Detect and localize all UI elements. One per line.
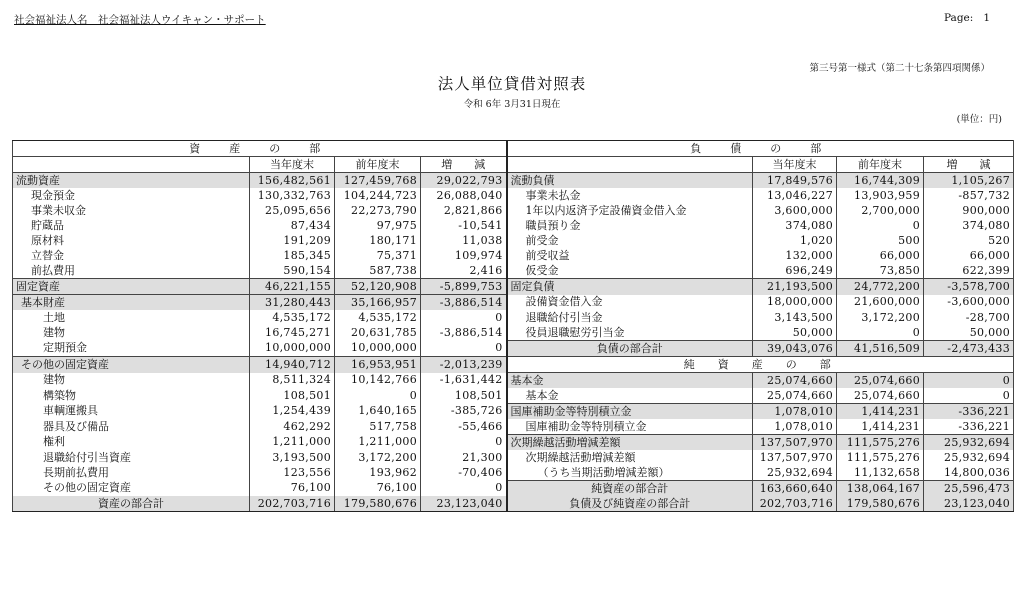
table-row bbox=[13, 341, 1014, 357]
asset-change: -10,541 bbox=[421, 218, 507, 233]
as-of-date: 令和 6年 3月31日現在 bbox=[463, 99, 561, 110]
liability-previous: 0 bbox=[837, 218, 924, 233]
liability-label: 基本金 bbox=[507, 373, 753, 389]
page-value: 1 bbox=[983, 12, 990, 24]
asset-previous: 587,738 bbox=[335, 263, 421, 279]
table-row bbox=[13, 450, 1014, 465]
unit-label: (単位：円) bbox=[956, 114, 1002, 125]
asset-current: 123,556 bbox=[250, 465, 335, 481]
table-row bbox=[13, 419, 1014, 435]
table-row bbox=[13, 263, 1014, 279]
asset-previous: 10,000,000 bbox=[335, 341, 421, 357]
asset-change: 21,300 bbox=[421, 450, 507, 465]
asset-change: -2,013,239 bbox=[421, 357, 507, 373]
asset-previous: 22,273,790 bbox=[335, 203, 421, 218]
liability-label: 次期繰越活動増減差額 bbox=[507, 450, 753, 465]
asset-current: 462,292 bbox=[250, 419, 335, 435]
liability-change: 14,800,036 bbox=[924, 465, 1014, 481]
liability-current: 13,046,227 bbox=[753, 188, 837, 203]
liability-label: 基本金 bbox=[507, 388, 753, 404]
asset-change: -70,406 bbox=[421, 465, 507, 481]
liability-change: 25,932,694 bbox=[924, 450, 1014, 465]
asset-change: -385,726 bbox=[421, 404, 507, 420]
liability-change: 1,105,267 bbox=[924, 173, 1014, 189]
table-row bbox=[13, 173, 1014, 189]
liability-previous: 25,074,660 bbox=[837, 373, 924, 389]
liability-label: 職員預り金 bbox=[507, 218, 753, 233]
asset-label: 立替金 bbox=[13, 248, 250, 263]
liability-change: 520 bbox=[924, 233, 1014, 248]
asset-previous: 20,631,785 bbox=[335, 325, 421, 341]
asset-previous: 193,962 bbox=[335, 465, 421, 481]
col-change-liab: 増 減 bbox=[924, 157, 1014, 173]
asset-current: 31,280,443 bbox=[250, 295, 335, 311]
asset-current: 10,000,000 bbox=[250, 341, 335, 357]
liability-previous: 2,700,000 bbox=[837, 203, 924, 218]
asset-current: 191,209 bbox=[250, 233, 335, 248]
asset-current: 25,095,656 bbox=[250, 203, 335, 218]
asset-label: 車輌運搬具 bbox=[13, 404, 250, 420]
liability-change: -3,600,000 bbox=[924, 295, 1014, 311]
liability-label: 1年以内返済予定設備資金借入金 bbox=[507, 203, 753, 218]
asset-change: -5,899,753 bbox=[421, 279, 507, 295]
liability-change: 0 bbox=[924, 388, 1014, 404]
liability-label: 前受収益 bbox=[507, 248, 753, 263]
asset-previous: 97,975 bbox=[335, 218, 421, 233]
asset-previous: 4,535,172 bbox=[335, 310, 421, 325]
liability-previous: 3,172,200 bbox=[837, 310, 924, 325]
asset-label: 権利 bbox=[13, 435, 250, 451]
table-row bbox=[13, 465, 1014, 481]
liability-previous: 111,575,276 bbox=[837, 435, 924, 451]
asset-label: 構築物 bbox=[13, 388, 250, 404]
asset-change: 29,022,793 bbox=[421, 173, 507, 189]
liability-change: -3,578,700 bbox=[924, 279, 1014, 295]
liability-previous: 0 bbox=[837, 325, 924, 341]
asset-change: 108,501 bbox=[421, 388, 507, 404]
asset-current: 3,193,500 bbox=[250, 450, 335, 465]
asset-label: 土地 bbox=[13, 310, 250, 325]
liabilities-section-title: 負 債 の 部 bbox=[507, 141, 1014, 157]
asset-previous: 127,459,768 bbox=[335, 173, 421, 189]
asset-change: -1,631,442 bbox=[421, 373, 507, 389]
liability-current: 1,020 bbox=[753, 233, 837, 248]
asset-label: その他の固定資産 bbox=[13, 357, 250, 373]
asset-previous: 76,100 bbox=[335, 481, 421, 497]
asset-previous: 104,244,723 bbox=[335, 188, 421, 203]
liability-change: -857,732 bbox=[924, 188, 1014, 203]
col-previous-assets: 前年度末 bbox=[335, 157, 421, 173]
liability-previous: 66,000 bbox=[837, 248, 924, 263]
column-header-row bbox=[13, 157, 1014, 173]
col-current-assets: 当年度末 bbox=[250, 157, 335, 173]
liability-current: 25,074,660 bbox=[753, 388, 837, 404]
liability-current: 202,703,716 bbox=[753, 496, 837, 512]
liability-current: 163,660,640 bbox=[753, 481, 837, 497]
asset-change: 23,123,040 bbox=[421, 496, 507, 512]
asset-current: 8,511,324 bbox=[250, 373, 335, 389]
asset-change: 2,821,866 bbox=[421, 203, 507, 218]
col-change-assets: 増 減 bbox=[421, 157, 507, 173]
table-row bbox=[13, 325, 1014, 341]
asset-previous: 10,142,766 bbox=[335, 373, 421, 389]
liability-previous: 73,850 bbox=[837, 263, 924, 279]
liability-current: 3,600,000 bbox=[753, 203, 837, 218]
asset-previous: 3,172,200 bbox=[335, 450, 421, 465]
table-row bbox=[13, 248, 1014, 263]
asset-label: 定期預金 bbox=[13, 341, 250, 357]
asset-label: 資産の部合計 bbox=[13, 496, 250, 512]
asset-label: 建物 bbox=[13, 373, 250, 389]
asset-label: 長期前払費用 bbox=[13, 465, 250, 481]
table-row bbox=[13, 310, 1014, 325]
liability-label: （うち当期活動増減差額） bbox=[507, 465, 753, 481]
asset-change: 11,038 bbox=[421, 233, 507, 248]
balance-sheet-table bbox=[12, 140, 1014, 512]
asset-current: 202,703,716 bbox=[250, 496, 335, 512]
liability-label: 純資産の部合計 bbox=[507, 481, 753, 497]
asset-current: 1,211,000 bbox=[250, 435, 335, 451]
asset-current: 76,100 bbox=[250, 481, 335, 497]
liability-change: 622,399 bbox=[924, 263, 1014, 279]
liability-previous: 179,580,676 bbox=[837, 496, 924, 512]
asset-change: 2,416 bbox=[421, 263, 507, 279]
liability-change: -336,221 bbox=[924, 404, 1014, 420]
asset-change: 0 bbox=[421, 310, 507, 325]
table-row bbox=[13, 233, 1014, 248]
col-current-liab: 当年度末 bbox=[753, 157, 837, 173]
table-row bbox=[13, 218, 1014, 233]
asset-label: 原材料 bbox=[13, 233, 250, 248]
asset-previous: 517,758 bbox=[335, 419, 421, 435]
asset-label: 前払費用 bbox=[13, 263, 250, 279]
asset-previous: 0 bbox=[335, 388, 421, 404]
asset-previous: 1,640,165 bbox=[335, 404, 421, 420]
asset-change: 0 bbox=[421, 341, 507, 357]
table-row bbox=[13, 373, 1014, 389]
table-row bbox=[13, 388, 1014, 404]
col-previous-liab: 前年度末 bbox=[837, 157, 924, 173]
page-title: 法人単位貸借対照表 bbox=[437, 75, 587, 93]
liability-label: 役員退職慰労引当金 bbox=[507, 325, 753, 341]
liability-previous: 13,903,959 bbox=[837, 188, 924, 203]
liability-current: 132,000 bbox=[753, 248, 837, 263]
liability-change: 374,080 bbox=[924, 218, 1014, 233]
asset-label: 貯蔵品 bbox=[13, 218, 250, 233]
liability-current: 18,000,000 bbox=[753, 295, 837, 311]
liability-current: 696,249 bbox=[753, 263, 837, 279]
asset-label: その他の固定資産 bbox=[13, 481, 250, 497]
liability-change: 50,000 bbox=[924, 325, 1014, 341]
asset-label: 固定資産 bbox=[13, 279, 250, 295]
liability-current: 137,507,970 bbox=[753, 435, 837, 451]
liability-label: 流動負債 bbox=[507, 173, 753, 189]
liability-change: 0 bbox=[924, 373, 1014, 389]
liability-previous: 11,132,658 bbox=[837, 465, 924, 481]
asset-previous: 16,953,951 bbox=[335, 357, 421, 373]
asset-current: 156,482,561 bbox=[250, 173, 335, 189]
liability-previous: 41,516,509 bbox=[837, 341, 924, 357]
asset-change: 0 bbox=[421, 435, 507, 451]
liability-current: 17,849,576 bbox=[753, 173, 837, 189]
liability-change: 25,596,473 bbox=[924, 481, 1014, 497]
liability-label: 仮受金 bbox=[507, 263, 753, 279]
liability-current: 1,078,010 bbox=[753, 419, 837, 435]
assets-section-title: 資 産 の 部 bbox=[13, 141, 507, 157]
liability-previous: 111,575,276 bbox=[837, 450, 924, 465]
page-number bbox=[944, 12, 990, 24]
liability-label: 事業未払金 bbox=[507, 188, 753, 203]
liability-change: -2,473,433 bbox=[924, 341, 1014, 357]
liability-current: 374,080 bbox=[753, 218, 837, 233]
asset-previous: 75,371 bbox=[335, 248, 421, 263]
asset-change: 26,088,040 bbox=[421, 188, 507, 203]
asset-label: 建物 bbox=[13, 325, 250, 341]
asset-previous: 52,120,908 bbox=[335, 279, 421, 295]
page-label: Page: bbox=[943, 12, 974, 24]
liability-label: 次期繰越活動増減差額 bbox=[507, 435, 753, 451]
liability-label: 国庫補助金等特別積立金 bbox=[507, 404, 753, 420]
blank-header bbox=[507, 157, 753, 173]
liability-current: 3,143,500 bbox=[753, 310, 837, 325]
asset-previous: 35,166,957 bbox=[335, 295, 421, 311]
asset-previous: 1,211,000 bbox=[335, 435, 421, 451]
asset-current: 108,501 bbox=[250, 388, 335, 404]
liability-previous: 1,414,231 bbox=[837, 404, 924, 420]
net-assets-section-title: 純 資 産 の 部 bbox=[507, 357, 1014, 373]
liability-change: -28,700 bbox=[924, 310, 1014, 325]
asset-current: 1,254,439 bbox=[250, 404, 335, 420]
table-row bbox=[13, 188, 1014, 203]
liability-label: 負債の部合計 bbox=[507, 341, 753, 357]
liability-label: 国庫補助金等特別積立金 bbox=[507, 419, 753, 435]
asset-change: -3,886,514 bbox=[421, 295, 507, 311]
asset-current: 130,332,763 bbox=[250, 188, 335, 203]
asset-current: 185,345 bbox=[250, 248, 335, 263]
liability-current: 25,932,694 bbox=[753, 465, 837, 481]
liability-label: 負債及び純資産の部合計 bbox=[507, 496, 753, 512]
asset-current: 14,940,712 bbox=[250, 357, 335, 373]
asset-previous: 180,171 bbox=[335, 233, 421, 248]
liability-change: 900,000 bbox=[924, 203, 1014, 218]
table-row bbox=[13, 279, 1014, 295]
asset-previous: 179,580,676 bbox=[335, 496, 421, 512]
asset-label: 基本財産 bbox=[13, 295, 250, 311]
table-row bbox=[13, 357, 1014, 373]
asset-current: 4,535,172 bbox=[250, 310, 335, 325]
liability-current: 21,193,500 bbox=[753, 279, 837, 295]
liability-current: 1,078,010 bbox=[753, 404, 837, 420]
liability-label: 固定負債 bbox=[507, 279, 753, 295]
asset-change: 109,974 bbox=[421, 248, 507, 263]
asset-label: 退職給付引当資産 bbox=[13, 450, 250, 465]
asset-current: 590,154 bbox=[250, 263, 335, 279]
liability-change: 66,000 bbox=[924, 248, 1014, 263]
asset-change: 0 bbox=[421, 481, 507, 497]
liability-current: 137,507,970 bbox=[753, 450, 837, 465]
liability-previous: 25,074,660 bbox=[837, 388, 924, 404]
asset-current: 16,745,271 bbox=[250, 325, 335, 341]
liability-change: 25,932,694 bbox=[924, 435, 1014, 451]
asset-label: 事業未収金 bbox=[13, 203, 250, 218]
liability-previous: 21,600,000 bbox=[837, 295, 924, 311]
asset-label: 現金預金 bbox=[13, 188, 250, 203]
section-header-row bbox=[13, 141, 1014, 157]
asset-label: 器具及び備品 bbox=[13, 419, 250, 435]
liability-current: 25,074,660 bbox=[753, 373, 837, 389]
liability-label: 設備資金借入金 bbox=[507, 295, 753, 311]
liability-previous: 500 bbox=[837, 233, 924, 248]
form-reference: 第三号第一様式（第二十七条第四項関係） bbox=[809, 63, 990, 74]
table-row bbox=[13, 481, 1014, 497]
asset-current: 87,434 bbox=[250, 218, 335, 233]
liability-change: 23,123,040 bbox=[924, 496, 1014, 512]
table-row bbox=[13, 203, 1014, 218]
liability-current: 50,000 bbox=[753, 325, 837, 341]
asset-change: -55,466 bbox=[421, 419, 507, 435]
table-row bbox=[13, 435, 1014, 451]
blank-header bbox=[13, 157, 250, 173]
liability-current: 39,043,076 bbox=[753, 341, 837, 357]
table-row bbox=[13, 295, 1014, 311]
liability-previous: 138,064,167 bbox=[837, 481, 924, 497]
liability-label: 前受金 bbox=[507, 233, 753, 248]
liability-previous: 16,744,309 bbox=[837, 173, 924, 189]
asset-change: -3,886,514 bbox=[421, 325, 507, 341]
liability-label: 退職給付引当金 bbox=[507, 310, 753, 325]
liability-change: -336,221 bbox=[924, 419, 1014, 435]
asset-label: 流動資産 bbox=[13, 173, 250, 189]
asset-current: 46,221,155 bbox=[250, 279, 335, 295]
liability-previous: 24,772,200 bbox=[837, 279, 924, 295]
table-row bbox=[13, 404, 1014, 420]
liability-previous: 1,414,231 bbox=[837, 419, 924, 435]
table-row bbox=[13, 496, 1014, 512]
corporation-name: 社会福祉法人名 社会福祉法人ウイキャン・サポート bbox=[14, 14, 266, 26]
